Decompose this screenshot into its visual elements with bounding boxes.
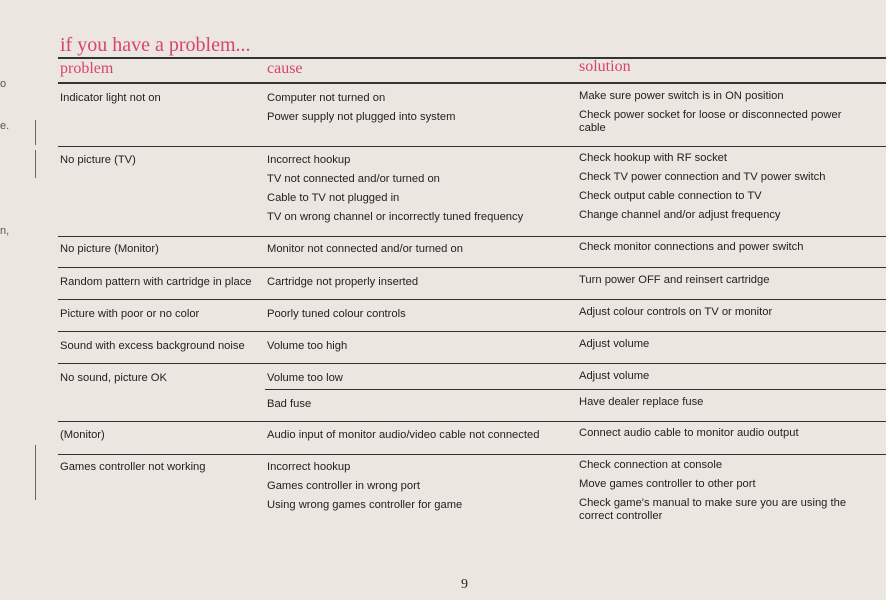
cause-cell-line: Volume too high [267,340,348,352]
cause-cell-line: Volume too low [267,372,343,384]
solution-cell [579,338,869,357]
problem-cell-line: No picture (TV) [60,154,136,166]
solution-cell-line: Check connection at console [579,459,723,471]
problem-cell-line: Games controller not working [60,461,206,473]
header-solution: solution [579,58,631,75]
margin-text: e. [0,120,10,132]
cause-cell-line: Monitor not connected and/or turned on [267,243,463,255]
solution-cell-line: Adjust colour controls on TV or monitor [579,306,773,318]
cause-cell-line: Incorrect hookup [267,461,351,473]
solution-cell-line: Check game's manual to make sure you are using the correct controller [579,497,847,522]
margin-text: o [0,78,7,90]
row-divider [58,267,886,268]
problem-cell [60,340,260,359]
cause-cell [267,398,567,417]
solution-cell-line: Adjust volume [579,338,650,350]
cause-cell-line: Computer not turned on [267,92,386,104]
cause-cell-line: TV on wrong channel or incorrectly tuned frequency [267,211,524,223]
problem-cell [60,154,260,173]
solution-cell-line: Connect audio cable to monitor audio output [579,427,799,439]
solution-cell-line: Have dealer replace fuse [579,396,704,408]
margin-mark [35,150,36,178]
solution-cell-line: Check power socket for loose or disconnected power cable [579,109,842,134]
problem-cell [60,276,260,295]
problem-cell [60,92,260,111]
problem-cell [60,372,260,391]
divider [58,57,886,59]
page-title: if you have a problem... [60,34,251,56]
problem-cell [60,308,260,327]
cause-cell [267,92,567,130]
row-divider [58,363,886,364]
solution-cell-line: Adjust volume [579,370,650,382]
margin-mark [35,445,36,500]
row-divider [58,299,886,300]
problem-cell [60,398,260,404]
row-divider [58,146,886,147]
solution-cell [579,90,869,141]
solution-cell [579,427,869,446]
problem-cell-line: Indicator light not on [60,92,161,104]
solution-cell-line: Change channel and/or adjust frequency [579,209,781,221]
cause-cell-line: Power supply not plugged into system [267,111,456,123]
cause-cell-line: Poorly tuned colour controls [267,308,406,320]
problem-cell [60,461,260,480]
cause-cell [267,461,567,518]
solution-cell-line: Check hookup with RF socket [579,152,727,164]
problem-cell-line: (Monitor) [60,429,105,441]
solution-cell-line: Turn power OFF and reinsert cartridge [579,274,770,286]
margin-mark [35,120,36,145]
problem-cell-line: Random pattern with cartridge in place [60,276,252,288]
cause-cell [267,154,567,230]
problem-cell-line: No picture (Monitor) [60,243,159,255]
problem-cell [60,429,260,448]
solution-cell [579,274,869,293]
problem-cell-line: Picture with poor or no color [60,308,200,320]
page-number: 9 [461,577,468,592]
cause-cell-line: Cable to TV not plugged in [267,192,400,204]
header-problem: problem [60,60,114,77]
row-divider [58,331,886,332]
solution-cell-line: Check TV power connection and TV power switch [579,171,826,183]
solution-cell-line: Make sure power switch is in ON position [579,90,784,102]
cause-cell-line: Audio input of monitor audio/video cable not connected [267,429,540,441]
cause-cell-line: Cartridge not properly inserted [267,276,419,288]
cause-cell [267,340,567,359]
row-divider [58,421,886,422]
cause-cell-line: Using wrong games controller for game [267,499,463,511]
solution-cell [579,396,869,415]
solution-cell-line: Check output cable connection to TV [579,190,762,202]
row-divider [58,454,886,455]
margin-text: n, [0,225,10,237]
solution-cell [579,370,869,389]
solution-cell [579,306,869,325]
cause-cell-line: Games controller in wrong port [267,480,420,492]
cause-cell [267,276,567,295]
cause-cell-line: TV not connected and/or turned on [267,173,440,185]
cause-cell-line: Bad fuse [267,398,312,410]
problem-cell [60,243,260,262]
cause-cell [267,243,567,262]
cause-cell [267,308,567,327]
cause-cell-line: Incorrect hookup [267,154,351,166]
solution-cell [579,152,869,228]
solution-cell [579,459,869,529]
problem-cell-line: Sound with excess background noise [60,340,245,352]
row-divider [265,389,886,390]
solution-cell-line: Check monitor connections and power switch [579,241,804,253]
cause-cell [267,429,567,448]
solution-cell [579,241,869,260]
divider [58,82,886,84]
problem-cell-line: No sound, picture OK [60,372,167,384]
header-cause: cause [267,60,303,77]
row-divider [58,236,886,237]
solution-cell-line: Move games controller to other port [579,478,756,490]
